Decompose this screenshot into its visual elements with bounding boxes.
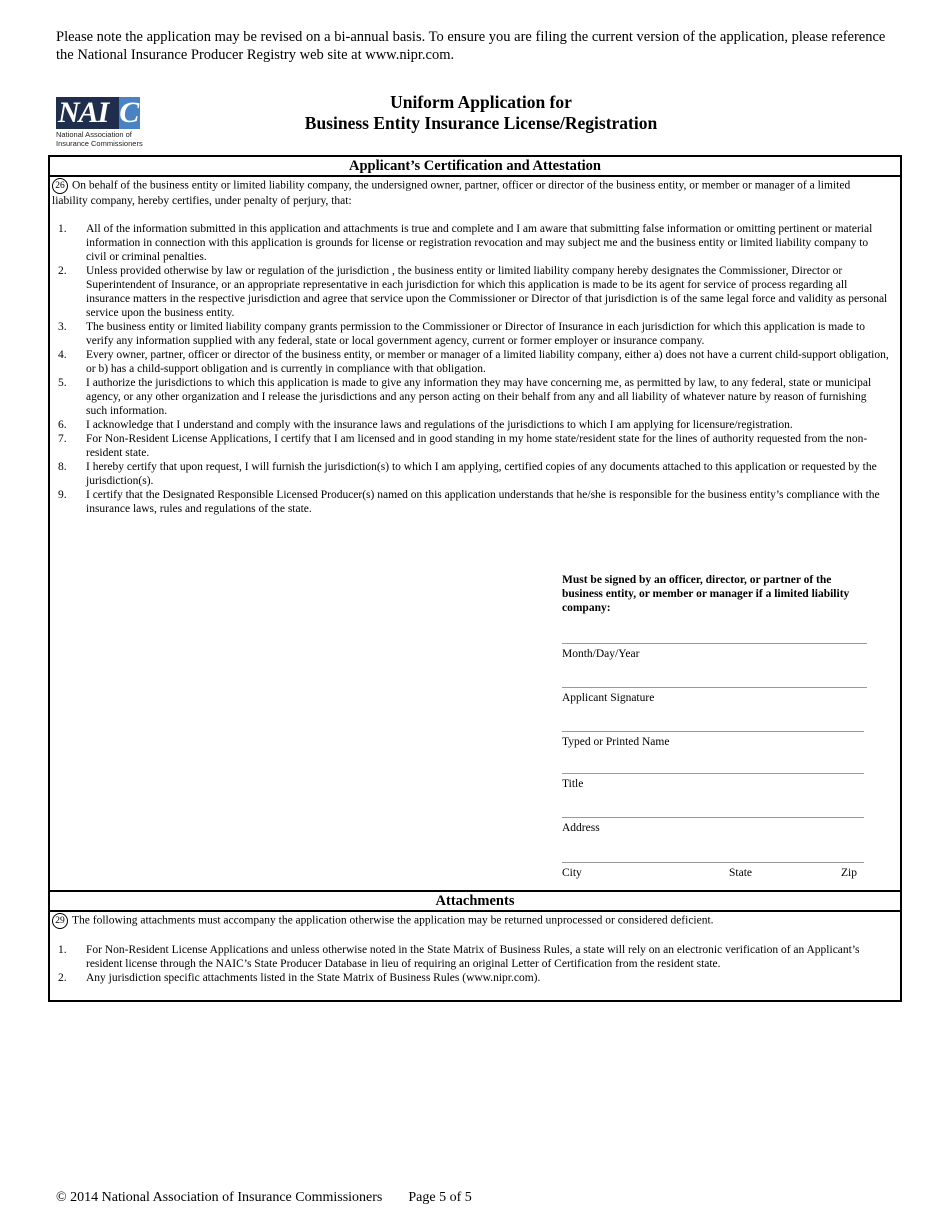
naic-logo-subtitle-line2: Insurance Commissioners: [56, 138, 143, 148]
list-item: [50, 320, 900, 348]
naic-logo-letters: NAI: [56, 97, 119, 129]
page-footer: [56, 1190, 498, 1206]
list-item-text: I acknowledge that I understand and comply with the insurance laws and regulations of the jurisdictions to which I am applying for licensure/registration.: [86, 419, 793, 431]
list-item-number: 2.: [58, 265, 67, 277]
list-item-number: 9.: [58, 489, 67, 501]
address-field[interactable]: Address: [562, 817, 864, 835]
list-item: [50, 971, 900, 985]
naic-logo: [56, 97, 144, 148]
naic-logo-subtitle-line1: National Association of: [56, 130, 132, 139]
date-field[interactable]: Month/Day/Year: [562, 643, 867, 661]
city-state-zip-row: [562, 862, 864, 880]
list-item-number: 1.: [58, 223, 67, 235]
list-item: [50, 488, 900, 516]
signature-note: Must be signed by an officer, director, or partner of the business entity, or member or manager if a limited liability company:: [562, 574, 850, 614]
state-field[interactable]: State: [729, 867, 752, 879]
list-item: [50, 264, 900, 320]
certification-intro-text: On behalf of the business entity or limited liability company, the undersigned owner, partner, officer or director of the business entity, or member or manager of a limited liability company, hereby certifies, under penalty of perjury, that:: [52, 179, 851, 207]
attachments-section: [48, 890, 902, 1002]
question-number-badge: 29: [52, 913, 68, 929]
list-item: [50, 943, 900, 971]
printed-name-field[interactable]: Typed or Printed Name: [562, 731, 864, 749]
list-item-text: For Non-Resident License Applications and unless otherwise noted in the State Matrix of Business Rules, a state will rely on an electronic verification of an Applicant’s resident license through the NAIC’s State Producer Database in lieu of requiring an original Letter of Certification from the resident state.: [86, 944, 860, 970]
revision-notice: Please note the application may be revised on a bi-annual basis. To ensure you are filing the current version of the application, please reference the National Insurance Producer Registry web site at www.nipr.com.: [56, 29, 886, 63]
footer-page-number: Page 5 of 5: [408, 1190, 472, 1205]
page-title: [250, 92, 712, 134]
list-item-number: 5.: [58, 377, 67, 389]
footer-copyright: © 2014 National Association of Insurance Commissioners: [56, 1190, 383, 1205]
title-field[interactable]: Title: [562, 773, 864, 791]
list-item-text: Any jurisdiction specific attachments listed in the State Matrix of Business Rules (www.nipr.com).: [86, 972, 541, 984]
certification-list: [50, 222, 900, 516]
list-item-text: Every owner, partner, officer or director of the business entity, or member or manager of a limited liability company, either a) does not have a current child-support obligation, or b) has a child-support obligation and is currently in compliance with that obligation.: [86, 349, 889, 375]
list-item-number: 3.: [58, 321, 67, 333]
attachments-intro: [50, 912, 900, 929]
certification-section: [48, 155, 902, 892]
attachments-intro-text: The following attachments must accompany the application otherwise the application may be returned unprocessed or considered deficient.: [72, 914, 714, 927]
attachments-body: [50, 912, 900, 985]
list-item: [50, 418, 900, 432]
list-item: [50, 348, 900, 376]
naic-logo-letter-c: C: [119, 96, 140, 129]
attachments-heading: Attachments: [50, 892, 900, 912]
list-item: [50, 460, 900, 488]
page-title-line2: Business Entity Insurance License/Registration: [304, 113, 658, 133]
list-item-text: Unless provided otherwise by law or regulation of the jurisdiction , the business entity or limited liability company hereby designates the Commissioner, Director or Superintendent of Insurance, or an appropriate representative in each jurisdiction for which this application is made to be its agent for service of process regarding all insurance matters in the respective jurisdiction and agree that service upon the Commissioner or Director of that jurisdiction is of the same legal force and validity as personal service upon the business entity.: [86, 265, 888, 319]
attachments-list: [50, 943, 900, 985]
list-item-text: I hereby certify that upon request, I will furnish the jurisdiction(s) to which I am applying, certified copies of any documents attached to this application or requested by the jurisdiction(s).: [86, 461, 877, 487]
list-item-number: 1.: [58, 944, 67, 956]
list-item-text: The business entity or limited liability company grants permission to the Commissioner or Director of Insurance in each jurisdiction for which this application is made to verify any information supplied with any federal, state or local government agency, current or former employer or insurance company.: [86, 321, 865, 347]
list-item: [50, 432, 900, 460]
list-item: [50, 376, 900, 418]
certification-body: [50, 177, 900, 879]
naic-logo-subtitle: [56, 131, 144, 148]
list-item-text: I certify that the Designated Responsible Licensed Producer(s) named on this application understands that he/she is responsible for the business entity’s compliance with the insurance laws, rules and regulations of the state.: [86, 489, 880, 515]
list-item-number: 6.: [58, 419, 67, 431]
naic-logo-mark: [56, 97, 140, 129]
list-item-number: 8.: [58, 461, 67, 473]
certification-intro: [50, 177, 900, 208]
list-item: [50, 222, 900, 264]
list-item-number: 2.: [58, 972, 67, 984]
list-item-number: 7.: [58, 433, 67, 445]
page-title-line1: Uniform Application for: [390, 92, 572, 112]
city-field[interactable]: City: [562, 867, 582, 879]
signature-field[interactable]: Applicant Signature: [562, 687, 867, 705]
zip-field[interactable]: Zip: [841, 867, 857, 879]
signature-block: [562, 573, 872, 893]
question-number-badge: 26: [52, 178, 68, 194]
list-item-text: All of the information submitted in this application and attachments is true and complete and I am aware that submitting false information or omitting pertinent or material information in connection with this application is grounds for license or registration revocation and may subject me and the business entity or limited liability company to civil or criminal penalties.: [86, 223, 873, 263]
list-item-number: 4.: [58, 349, 67, 361]
list-item-text: I authorize the jurisdictions to which this application is made to give any information they may have concerning me, as permitted by law, to any federal, state or municipal agency, or any other organization and I release the jurisdictions and any person acting on their behalf from any and all liability of whatever nature by reason of furnishing such information.: [86, 377, 872, 417]
certification-heading: Applicant’s Certification and Attestation: [50, 157, 900, 177]
list-item-text: For Non-Resident License Applications, I certify that I am licensed and in good standing in my home state/resident state for the lines of authority requested from the non-resident state.: [86, 433, 868, 459]
